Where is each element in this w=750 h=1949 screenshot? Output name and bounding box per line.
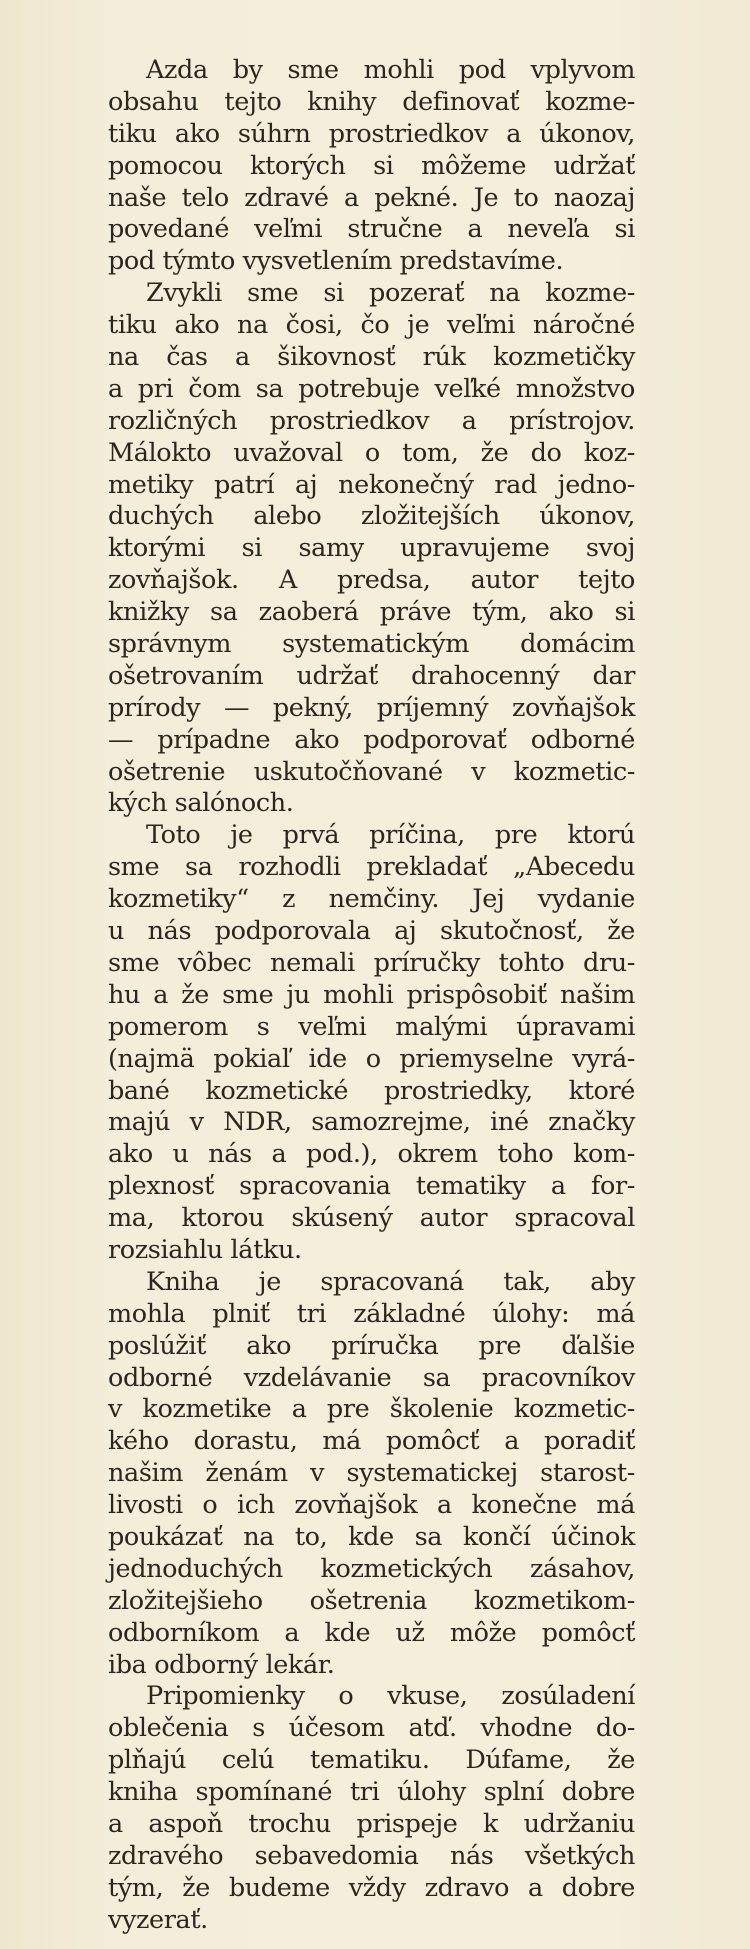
text-line: pomerom s veľmi malými úpravami xyxy=(108,1011,635,1042)
text-line: správnym systematickým domácim xyxy=(108,629,635,660)
text-line: kozmetiky“ z nemčiny. Jej vydanie xyxy=(108,884,635,915)
text-line: Azda by sme mohli pod vplyvom xyxy=(146,55,635,85)
text-line: knižky sa zaoberá práve tým, ako si xyxy=(108,597,635,628)
text-line: našim ženám v systematickej starost- xyxy=(108,1458,635,1489)
text-line: poslúžiť ako príručka pre ďalšie xyxy=(108,1330,635,1361)
text-line: na čas a šikovnosť rúk kozmetičky xyxy=(108,342,635,373)
text-line: plexnosť spracovania tematiky a for- xyxy=(108,1171,635,1202)
text-line: rozsiahlu látku. xyxy=(108,1234,302,1265)
text-line: kých salónoch. xyxy=(108,788,294,819)
text-line: ma, ktorou skúsený autor spracoval xyxy=(108,1203,635,1234)
paragraph xyxy=(108,1681,635,1936)
text-line: Kniha je spracovaná tak, aby xyxy=(146,1266,635,1297)
text-line: tým, že budeme vždy zdravo a dobre xyxy=(108,1872,635,1903)
text-line: Toto je prvá príčina, pre ktorú xyxy=(146,820,635,851)
text-line: metiky patrí aj nekonečný rad jedno- xyxy=(108,469,635,500)
text-line: jednoduchých kozmetických zásahov, xyxy=(108,1553,635,1584)
text-line: bané kozmetické prostriedky, ktoré xyxy=(108,1075,635,1106)
text-line: pod týmto vysvetlením predstavíme. xyxy=(108,246,564,277)
text-line: a pri čom sa potrebuje veľké množstvo xyxy=(108,373,635,404)
text-line: hu a že sme ju mohli prispôsobiť našim xyxy=(108,979,635,1010)
text-line: duchých alebo zložitejších úkonov, xyxy=(108,501,635,532)
text-line: ktorými si samy upravujeme svoj xyxy=(108,533,635,564)
text-line: odborné vzdelávanie sa pracovníkov xyxy=(108,1362,635,1393)
text-line: — prípadne ako podporovať odborné xyxy=(108,724,635,755)
body-text xyxy=(108,55,635,1937)
text-line: prírody — pekný, príjemný zovňajšok xyxy=(108,692,635,723)
text-line: a aspoň trochu prispeje k udržaniu xyxy=(108,1808,635,1839)
text-line: u nás podporovala aj skutočnosť, že xyxy=(108,916,635,947)
text-line: ako u nás a pod.), okrem toho kom- xyxy=(108,1139,635,1170)
text-line: ošetrovaním udržať drahocenný dar xyxy=(108,660,635,691)
text-line: mohla plniť tri základné úlohy: má xyxy=(108,1298,635,1329)
text-line: oblečenia s účesom atď. vhodne do- xyxy=(108,1713,635,1744)
text-line: sme sa rozhodli prekladať „Abecedu xyxy=(108,852,635,883)
text-line: kniha spomínané tri úlohy splní dobre xyxy=(108,1777,635,1808)
text-line: plňajú celú tematiku. Dúfame, že xyxy=(108,1745,635,1776)
text-line: naše telo zdravé a pekné. Je to naozaj xyxy=(108,182,635,213)
text-line: Zvykli sme si pozerať na kozme- xyxy=(146,278,635,309)
text-line: poukázať na to, kde sa končí účinok xyxy=(108,1521,635,1552)
text-line: v kozmetike a pre školenie kozmetic- xyxy=(108,1394,635,1425)
text-line: odborníkom a kde už môže pomôcť xyxy=(108,1617,635,1648)
text-line: vyzerať. xyxy=(108,1904,208,1935)
text-line: Pripomienky o vkuse, zosúladení xyxy=(146,1681,635,1712)
text-line: kého dorastu, má pomôcť a poradiť xyxy=(108,1426,635,1457)
text-line: tiku ako súhrn prostriedkov a úkonov, xyxy=(108,118,635,149)
text-line: Málokto uvažoval o tom, že do koz- xyxy=(108,437,635,468)
paragraph xyxy=(108,820,635,1266)
text-line: zložitejšieho ošetrenia kozmetikom- xyxy=(108,1585,635,1616)
text-line: tiku ako na čosi, čo je veľmi náročné xyxy=(108,310,635,341)
text-line: sme vôbec nemali príručky tohto dru- xyxy=(108,947,635,978)
text-line: zovňajšok. A predsa, autor tejto xyxy=(108,565,635,596)
paragraph xyxy=(108,1267,635,1682)
paragraph xyxy=(108,278,635,820)
text-line: ošetrenie uskutočňované v kozmetic- xyxy=(108,756,635,787)
text-line: rozličných prostriedkov a prístrojov. xyxy=(108,405,635,436)
text-line: povedané veľmi stručne a neveľa si xyxy=(108,214,635,245)
text-line: majú v NDR, samozrejme, iné značky xyxy=(108,1107,635,1138)
text-line: iba odborný lekár. xyxy=(108,1649,335,1680)
text-line: pomocou ktorých si môžeme udržať xyxy=(108,150,635,181)
text-line: zdravého sebavedomia nás všetkých xyxy=(108,1840,635,1871)
text-line: livosti o ich zovňajšok a konečne má xyxy=(108,1490,635,1521)
paragraph xyxy=(108,55,635,278)
text-line: (najmä pokiaľ ide o priemyselne vyrá- xyxy=(108,1043,635,1074)
text-line: obsahu tejto knihy definovať kozme- xyxy=(108,86,635,117)
